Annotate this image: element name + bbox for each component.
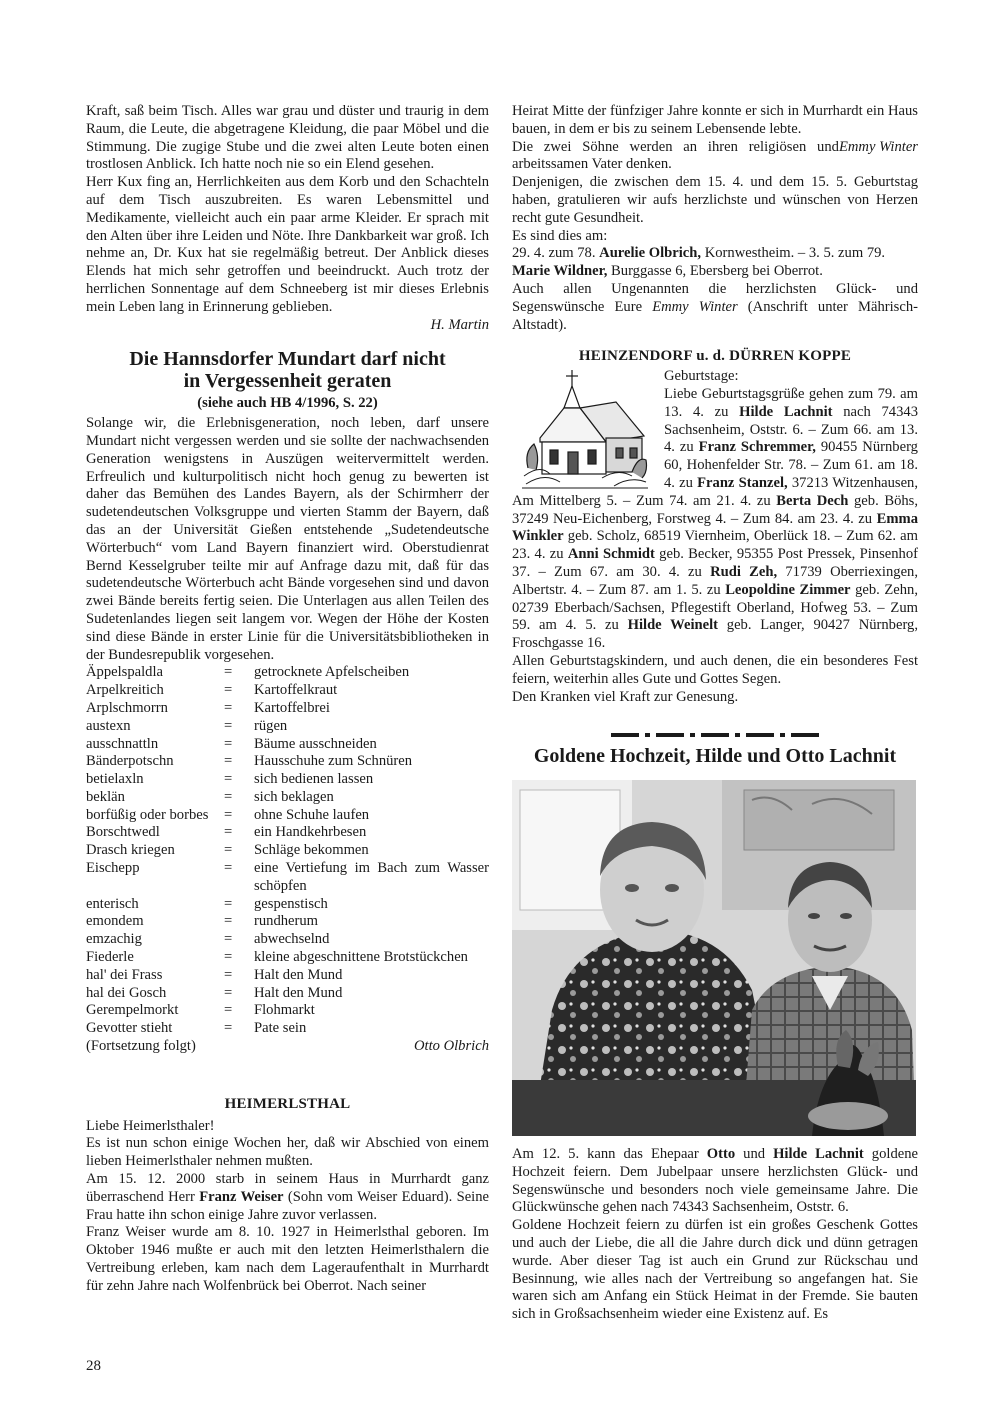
heimerlsthal-heading: HEIMERLSTHAL [224, 1095, 351, 1112]
glossary-equals: = [224, 824, 233, 841]
hz-text-11: geb. Scholz, 68519 Viernheim, Oberlück 18. – Zum 62. am 23. 4. zu [512, 528, 918, 563]
glossary-meaning: Pate sein [254, 1020, 307, 1037]
weiser-text-a: Am 15. 12. 2000 starb in seinem Haus in Murrhardt ganz überraschend Herr [86, 1171, 489, 1205]
glossary-equals: = [224, 895, 233, 912]
hz-text-07: 37213 Witzenhausen, Am Mittelberg 5. – Zum 74. am 21. 4. zu [512, 474, 918, 509]
glossary-row [86, 682, 489, 700]
golden-wedding-heading: Goldene Hochzeit, Hilde und Otto Lachnit [533, 745, 897, 768]
birthday-entry-1 [512, 245, 918, 263]
glossary-row [86, 789, 489, 807]
mundart-title-line-1: Die Hannsdorfer Mundart darf nicht [129, 348, 446, 371]
martin-story-kux: Herr Kux fing an, Herrlichkeiten aus dem Korb und den Schachteln auf dem Tisch auszubreiten. Es waren Lebensmittel und Medikamente, vielleicht auch ein paar arme Kleider. Er sprach mit den Alten über ihre Leiden und Nöte. Ihre Dankbarkeit war groß. Ich nehme an, Dr. Kux hat sie regelmäßig betreut. Der Anblick dieses Elends hat mich sehr getroffen und beeindruckt. Auch trotz der herrlichen Sonnentage auf dem Schneeberg ist mir dieses Erlebnis mein Leben lang in Erinnerung geblieben. [86, 174, 489, 315]
mundart-heading [86, 348, 489, 392]
glossary-row [86, 913, 489, 931]
glossary-meaning: ein Handkehrbesen [254, 824, 367, 841]
glossary-equals: = [224, 699, 233, 716]
hz-text-17: geb. Zehn, 02739 Eberbach/Sachsen, Pflegestift Oberland, Hofweg 53. – Zum 59. am 4. 5. zu [512, 581, 918, 634]
gh-name-hilde-lachnit: Hilde Lachnit [773, 1146, 864, 1163]
glossary-row [86, 700, 489, 718]
mundart-body: Solange wir, die Erlebnisgeneration, noch leben, darf unsere Mundart nicht vergessen werden und sie sollte der nachwachsenden Generation wenigstens in Auszügen weitervermittelt werden. Erfreulich und kulturpolitisch nicht hoch genug zu bewerten ist daher das Bemühen des Landes Bayern, als der Schirmherr der sudetendeutschen Volksgruppe und vierten Stamm der Bayern, daß das an der Universität Gießen entstehende „Sudetendeutsche Wörterbuch“ vom Land Bayern finanziert wird. Oberstudienrat Bernd Kesselgruber teilte mir auf Anfrage dazu mit, daß für das sudetendeutsche Wörterbuch acht Bände vorgesehen sind und davon zwei Bände bereits fertig seien. Die Unterlagen aus allen Teilen des Sudetenlandes liegen seit langem vor. Wegen der Höhe der Kosten sind diese Bände in erster Linie für die Universitätsbibliotheken in der Bundesrepublik vorgesehen. [86, 415, 489, 663]
glossary-word: beklän [86, 788, 125, 805]
section-divider [512, 726, 918, 736]
birthday-entry-1-date: 29. 4. zum 78. [512, 245, 600, 262]
glossary-footer [86, 1038, 489, 1056]
allen-text: Allen Geburtstagskindern, und auch denen, die ein besonderes Fest feiern, weiterhin alles Gute und Gottes Segen. [512, 652, 918, 687]
glossary-equals: = [224, 966, 233, 983]
birthday-entry-1-place: Kornwestheim. – 3. 5. zum 79. [701, 245, 886, 262]
glossary-word: enterisch [86, 895, 139, 912]
glossary-equals: = [224, 931, 233, 948]
gh-name-otto: Otto [706, 1146, 736, 1163]
glossary-word: Arpelkreitich [86, 682, 164, 699]
birthday-entry-2-place: Burggasse 6, Ebersberg bei Oberrot. [607, 263, 823, 280]
sons-text [512, 139, 918, 175]
glossary-word: betielaxln [86, 771, 144, 788]
hz-name-franz-schremmer: Franz Schremmer, [698, 439, 816, 456]
glossary-meaning: Kartoffelbrei [254, 699, 330, 716]
golden-wedding-para-2: Goldene Hochzeit feiern zu dürfen ist ein großes Geschenk Gottes und auch der Liebe, die all die Jahre durch dick und dünn getragen wurde. Aber dieser Tag ist auch ein Grund zur Rückschau und Besinnung, wie alles nach der Vertreibung so angefangen hat. Sie waren sich am Anfang ein Stück Heimat in der Fremde. Sie bauten sich in Großsachsenheim wieder eine Existenz auf. Es [512, 1217, 918, 1323]
dialect-glossary [86, 664, 489, 1038]
golden-wedding-para-1 [512, 1146, 918, 1217]
ungenannt-text-a: Auch allen Ungenannten die herzlichsten Glück- und Segenswünsche Eure [512, 280, 918, 315]
glossary-equals: = [224, 1002, 233, 1019]
birthday-entry-2-name: Marie Wildner, [512, 263, 608, 280]
glossary-equals: = [224, 717, 233, 734]
hz-text-13: geb. Becker, 95355 Post Pressek, Pinsenhof 37. – Zum 67. am 30. 4. zu [512, 546, 918, 580]
glossary-row [86, 985, 489, 1003]
heinzendorf-heading: HEINZENDORF u. d. DÜRREN KOPPE [578, 348, 852, 365]
glossary-meaning: Hausschuhe zum Schnüren [254, 753, 413, 770]
glossary-meaning: Halt den Mund [254, 966, 343, 983]
martin-signature: H. Martin [430, 316, 489, 333]
glossary-meaning: Kartoffelkraut [254, 682, 338, 699]
glossary-equals: = [224, 949, 233, 966]
gh-text-01: Am 12. 5. kann das Ehepaar [512, 1146, 707, 1163]
glossary-word: Gevotter stieht [86, 1020, 173, 1037]
hz-text-15: 71739 Oberriexingen, Albertstr. 4. – Zum 87. am 1. 5. zu [512, 563, 918, 598]
glossary-row [86, 807, 489, 825]
glossary-meaning: eine Vertiefung im Bach zum Wasser schöpfen [254, 860, 489, 894]
glossary-word: borfüßig oder borbes [86, 806, 209, 823]
glossary-meaning: getrocknete Apfelscheiben [254, 664, 410, 681]
glossary-row [86, 967, 489, 985]
glossary-meaning: Schläge bekommen [254, 842, 369, 859]
martin-story-intro: Kraft, saß beim Tisch. Alles war grau und düster und traurig in dem Raum, die Leute, die abgetragene Kleidung, die paar Möbel und die Stimmung. Die zugige Stube und die zwei alten Leute boten einen trostlosen Anblick. Ich hatte noch nie so ein Elend gesehen. [86, 103, 489, 173]
glossary-equals: = [224, 842, 233, 859]
glossary-equals: = [224, 860, 233, 877]
mundart-subtitle: (siehe auch HB 4/1996, S. 22) [197, 395, 378, 412]
glossary-meaning: Halt den Mund [254, 984, 343, 1001]
glossary-equals: = [224, 984, 233, 1001]
glossary-meaning: Bäume ausschneiden [254, 735, 377, 752]
glossary-meaning: abwechselnd [254, 931, 330, 948]
glossary-word: Bänderpotschn [86, 753, 174, 770]
glossary-equals: = [224, 682, 233, 699]
hz-text-05: 90455 Nürnberg 60, Hohenfelder Str. 78. – Zum 61. am 18. 4. zu [664, 439, 918, 491]
sons-text-body: Die zwei Söhne werden an ihren religiösen und arbeitssamen Vater denken. [512, 138, 839, 173]
glossary-meaning: rundherum [254, 913, 319, 930]
glossary-row [86, 949, 489, 967]
glossary-word: emondem [86, 913, 144, 930]
glossary-equals: = [224, 1020, 233, 1037]
glossary-word: ausschnattln [86, 735, 159, 752]
dialect-glossary-body [86, 664, 489, 1038]
hz-name-franz-stanzel: Franz Stanzel, [697, 474, 788, 491]
gh-text-05: goldene Hochzeit feiern. Dem Jubelpaar unsere herzlichsten Glück- und Segenswünsche und besonders noch viele gemeinsame Jahre. Die Glückwünsche gehen nach 74343 Sachsenheim, Oststr. 6. [512, 1146, 919, 1216]
continuation-note: (Fortsetzung folgt) [86, 1038, 196, 1055]
hz-text-09: geb. Böhs, 37249 Neu-Eichenberg, Forstweg 4. – Zum 84. am 23. 4. zu [512, 492, 918, 527]
chapel-illustration [520, 368, 650, 490]
glossary-meaning: gespenstisch [254, 895, 328, 912]
ungenannt-text [512, 281, 918, 334]
glossary-word: Fiederle [86, 949, 134, 966]
mundart-title-line-2: in Vergessenheit geraten [183, 370, 392, 393]
glossary-row [86, 842, 489, 860]
glossary-row [86, 753, 489, 771]
heimerlsthal-para-3: Franz Weiser wurde am 8. 10. 1927 in Heimerlsthal geboren. Im Oktober 1946 mußte er auch mit den letzten Heimerlsthalern die Vertreibung erleben, kam nach dem Lageraufenthalt in Murrhardt für zehn Jahre nach Wolfenbrück bei Oberrot. Nach seiner [86, 1224, 489, 1294]
hz-name-rudi-zeh: Rudi Zeh, [710, 563, 778, 580]
glossary-row [86, 718, 489, 736]
glossary-meaning: sich bedienen lassen [254, 771, 374, 788]
heinzendorf-section [512, 368, 918, 653]
glossary-row [86, 1002, 489, 1020]
glossary-row [86, 824, 489, 842]
glossary-word: hal dei Gosch [86, 984, 167, 1001]
glossary-equals: = [224, 806, 233, 823]
geburtstage-label: Geburtstage: [664, 368, 739, 385]
couple-photo [512, 780, 916, 1136]
kranken-text: Den Kranken viel Kraft zur Genesung. [512, 688, 739, 705]
heirat-text: Heirat Mitte der fünfziger Jahre konnte er sich in Murrhardt ein Haus bauen, in dem er bis zu seinem Lebensende lebte. [512, 103, 918, 137]
glossary-meaning: rügen [254, 717, 288, 734]
ungenannt-signature: Emmy Winter [652, 298, 738, 315]
glossary-word: Eischepp [86, 860, 140, 877]
glossary-row [86, 931, 489, 949]
glossary-row [86, 664, 489, 682]
glossary-word: Drasch kriegen [86, 842, 175, 859]
glossary-row [86, 771, 489, 789]
hz-name-berta-dech: Berta Dech [776, 492, 849, 509]
ungenannt-text-b: (Anschrift unter Mährisch-Altstadt). [512, 298, 918, 333]
hz-text-19: geb. Langer, 90427 Nürnberg, Froschgasse 16. [512, 617, 918, 652]
glossary-equals: = [224, 664, 233, 681]
gh-text-03: und [735, 1146, 774, 1163]
hz-name-anni-schmidt: Anni Schmidt [567, 546, 655, 563]
weiser-text-b: (Sohn vom Weiser Eduard). Seine Frau hatte ihn schon einige Jahre zuvor verlassen. [86, 1188, 489, 1223]
hz-name-emma-winkler: Emma Winkler [512, 510, 918, 545]
glossary-row [86, 860, 489, 896]
page-number: 28 [86, 1358, 101, 1374]
glossary-equals: = [224, 913, 233, 930]
glossary-word: Borschtwedl [86, 824, 160, 841]
hz-text-03: nach 74343 Sachsenheim, Oststr. 6. – Zum 66. am 13. 4. zu [664, 403, 918, 456]
glossary-row [86, 736, 489, 754]
birthday-intro: Denjenigen, die zwischen dem 15. 4. und dem 15. 5. Geburtstag haben, gratulieren wir aufs herzlichste und wünschen von Herzen recht gute Gesundheit. [512, 174, 918, 226]
glossary-word: Äppelspaldla [86, 664, 164, 681]
right-column [512, 103, 918, 1324]
glossary-row [86, 896, 489, 914]
glossary-meaning: ohne Schuhe laufen [254, 806, 370, 823]
hz-name-hilde-lachnit: Hilde Lachnit [739, 403, 833, 420]
glossary-word: Arplschmorrn [86, 699, 168, 716]
hz-name-leopoldine-zimmer: Leopoldine Zimmer [725, 581, 851, 598]
hz-text-01: Liebe Geburtstagsgrüße gehen zum 79. am 13. 4. zu [664, 385, 918, 420]
glossary-word: emzachig [86, 931, 142, 948]
glossary-word: Gerempelmorkt [86, 1002, 179, 1019]
heimerlsthal-para-1: Es ist nun schon einige Wochen her, daß wir Abschied von einem lieben Heimerlsthaler nehmen mußten. [86, 1135, 489, 1170]
glossary-meaning: Flohmarkt [254, 1002, 315, 1019]
birthday-entry-2 [512, 263, 918, 281]
birthday-entry-1-name: Aurelie Olbrich, [599, 245, 702, 262]
left-column [86, 103, 489, 1296]
olbrich-signature: Otto Olbrich [414, 1038, 489, 1055]
glossary-meaning: sich beklagen [254, 788, 334, 805]
hz-name-hilde-weinelt: Hilde Weinelt [627, 617, 719, 634]
glossary-word: hal' dei Frass [86, 966, 163, 983]
heimerlsthal-greeting: Liebe Heimerlsthaler! [86, 1117, 215, 1134]
glossary-equals: = [224, 771, 233, 788]
weiser-name: Franz Weiser [199, 1188, 284, 1205]
glossary-word: austexn [86, 717, 131, 734]
heimerlsthal-para-2 [86, 1171, 489, 1224]
glossary-row [86, 1020, 489, 1038]
glossary-equals: = [224, 788, 233, 805]
birthday-list-label: Es sind dies am: [512, 227, 608, 244]
glossary-equals: = [224, 753, 233, 770]
glossary-meaning: kleine abgeschnittene Brotstückchen [254, 949, 468, 966]
winter-signature: Emmy Winter [838, 138, 918, 155]
glossary-equals: = [224, 735, 233, 752]
